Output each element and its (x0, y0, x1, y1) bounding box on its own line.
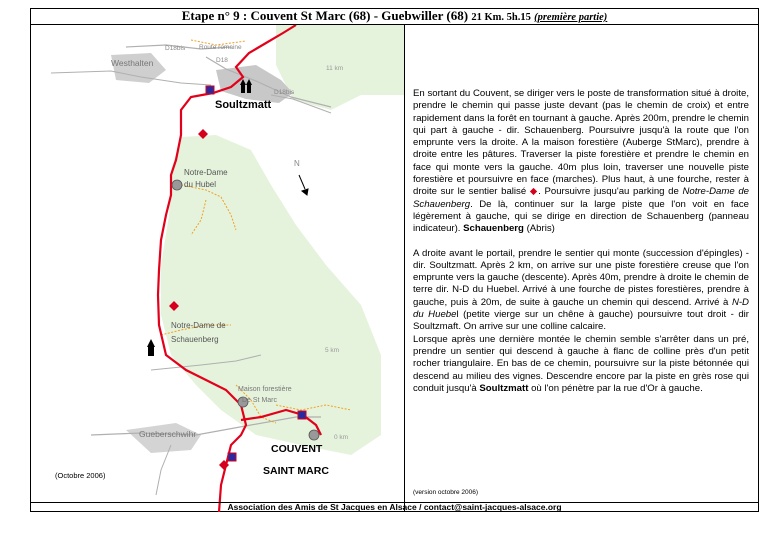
label-d18bis-top: D18bis (165, 45, 186, 52)
chapel-schauenberg (147, 339, 155, 356)
road-southwest (156, 445, 171, 495)
label-d18: D18 (216, 57, 228, 64)
label-maison-1: Maison forestière (238, 386, 292, 393)
footer: Association des Amis de St Jacques en Alsace / contact@saint-jacques-alsace.org (227, 502, 562, 512)
label-nd-schau-1: Notre-Dame de (171, 321, 226, 330)
label-5km: 5 km (325, 347, 340, 354)
title-note: (première partie) (534, 12, 608, 23)
label-0km: 0 km (334, 434, 349, 441)
poi-hubel (172, 180, 182, 190)
label-soultzmatt: Soultzmatt (215, 99, 272, 111)
north-arrow (299, 175, 308, 195)
label-nd-hubel-1: Notre-Dame (184, 168, 228, 177)
label-11km: 11 km (326, 65, 344, 72)
description-paragraph-2: A droite avant le portail, prendre le sentier qui monte (succession d'épingles) - dir. Soultzmatt. Après 2 km, on arrive sur une piste forestière creuse que l'on emprunte vers la gauche (descente). Après 40m, prendre à droite le chemin de terre dir. N-D du Huebel. Arrivé à une fourche de pistes forestières, prendre à gauche, puis à 20m, de suite à gauche un chemin qui descend. Arrivé à N-D du Huebel (petite vierge sur un chêne à gauche) poursuivre tout droit - dir Soultzmaft. On arrive sur une colline calcaire. Lorsque après une dernière montée le chemin semble s'arrêter dans un pré, prendre un sentier qui descend à gauche à flanc de colline près d'un petit rocher triangulaire. En bas de ce chemin, poursuivre sur la piste bétonnée qui descend au milieu des vignes. Descendre encore par la piste en grès rose qui conduit jusqu'à Soultzmatt où l'on pénètre par la rue d'Or à gauche. (413, 247, 750, 394)
page-title (30, 8, 759, 25)
waymark-diamond-icon: ◆ (529, 186, 539, 198)
route-description (413, 88, 749, 407)
title-stats: 21 Km. 5h.15 (471, 12, 531, 23)
label-gueberschwihr: Gueberschwihr (139, 429, 197, 439)
version-note: (version octobre 2006) (413, 489, 479, 496)
map-date: (Octobre 2006) (55, 471, 106, 480)
description-paragraph-1: En sortant du Couvent, se diriger vers le poste de transformation situé à droite, prendre le chemin qui passe juste devant (pas le chemin de croix) et entre rapidement dans la forêt en tournant à gauche. Après 200m, prendre le chemin qui part à gauche - dir. Schauenberg. Poursuivre jusqu'à la route que l'on emprunte vers la droite. A la maison forestière (Auberge StMarc), prendre à droite entre les pâtures. Traverser la piste forestière et prendre le chemin en face qui monte vers la gauche. 40m plus loin, traverser une nouvelle piste forestière et poursuivre en face (marches). Plus haut, à une fourche, rester à droite sur le sentier balisé ◆. Poursuivre jusqu'au parking de Notre-Dame de Schauenberg. De là, continuer sur la large piste que l'on voit en face légèrement à gauche, qui se dirige en direction de Schauenberg (panneau indicateur). Schauenberg (Abris) (413, 88, 749, 235)
label-route-romaine: Route romaine (199, 44, 242, 51)
marker-couvent-1 (298, 411, 306, 419)
label-westhalten: Westhalten (111, 58, 154, 68)
marker-soultzmatt (206, 86, 214, 94)
marker-couvent-2 (228, 453, 236, 461)
label-nd-schau-2: Schauenberg (171, 335, 219, 344)
label-d18bis-right: D18bis (274, 89, 295, 96)
label-saint-marc: SAINT MARC (263, 465, 329, 477)
poi-couvent (309, 430, 319, 440)
label-nd-hubel-2: du Hubel (184, 180, 217, 189)
route-map (31, 25, 405, 512)
label-maison-2: De St Marc (242, 397, 278, 404)
label-north: N (294, 159, 300, 168)
title-main: Etape n° 9 : Couvent St Marc (68) - Guebwiller (68) (181, 8, 469, 23)
label-couvent: COUVENT (271, 443, 323, 455)
